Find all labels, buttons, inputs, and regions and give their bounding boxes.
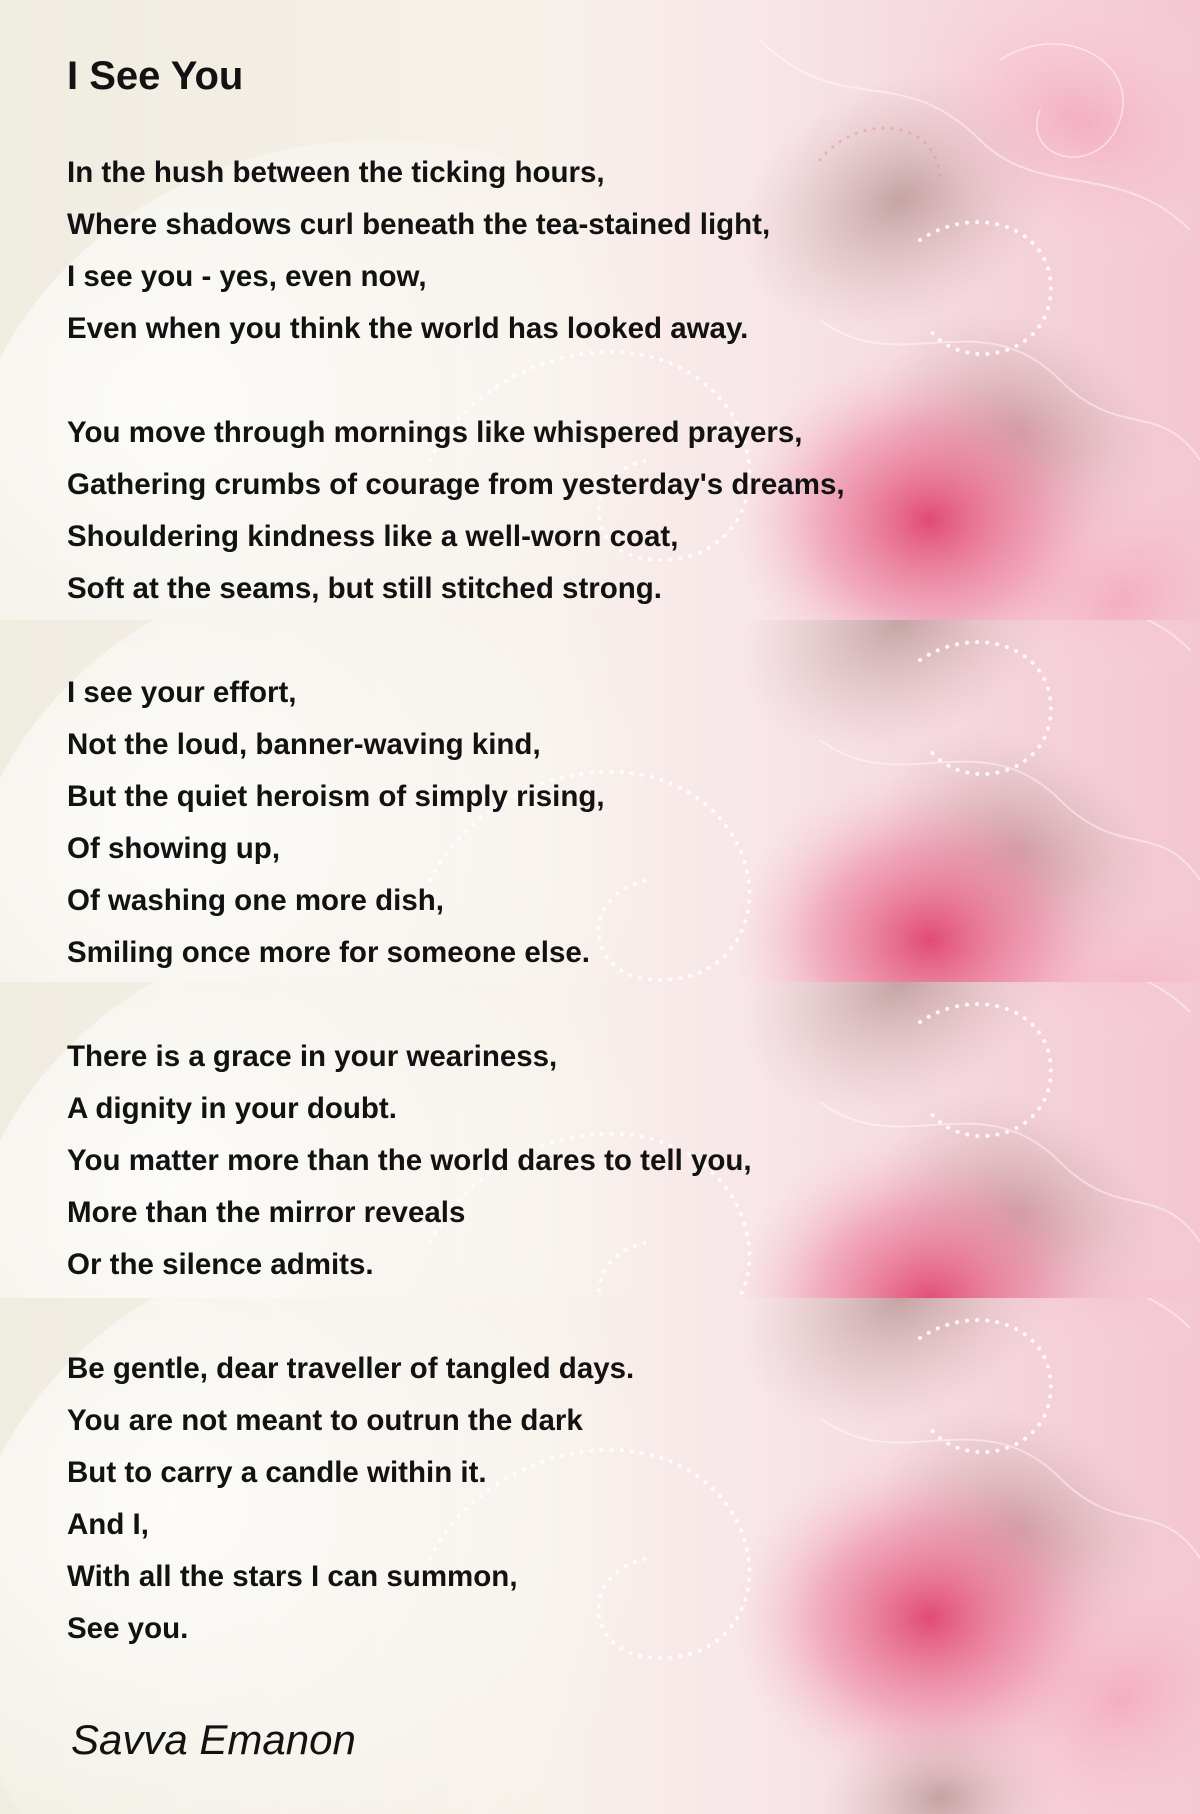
poem-line: With all the stars I can summon, [67,1560,518,1593]
poem-title: I See You [67,54,244,98]
poem-line: There is a grace in your weariness, [67,1040,558,1073]
poem-line: A dignity in your doubt. [67,1092,397,1125]
poem-author: Savva Emanon [71,1716,356,1763]
poem-line: Not the loud, banner-waving kind, [67,728,541,761]
poem-line: But to carry a candle within it. [67,1456,487,1489]
poem-line: Smiling once more for someone else. [67,936,590,969]
poem-line: Shouldering kindness like a well-worn coat, [67,520,679,553]
poem-line: More than the mirror reveals [67,1196,466,1229]
poem-line: I see you - yes, even now, [67,260,427,293]
poem-line: Even when you think the world has looked away. [67,312,749,345]
poem-line: You move through mornings like whispered prayers, [67,416,803,449]
poem-line: Of showing up, [67,832,281,865]
poem-line: Be gentle, dear traveller of tangled days. [67,1352,635,1385]
poem-line: You matter more than the world dares to tell you, [67,1144,752,1177]
poem-line: I see your effort, [67,676,297,709]
poem-line: And I, [67,1508,149,1541]
poem-line: Where shadows curl beneath the tea-stained light, [67,208,771,241]
poem-line: In the hush between the ticking hours, [67,156,605,189]
poem-line: Gathering crumbs of courage from yesterday's dreams, [67,468,845,501]
poem-line: Of washing one more dish, [67,884,444,917]
poem-line: Or the silence admits. [67,1248,374,1281]
poem-block [67,0,1167,1814]
poem-line: See you. [67,1612,189,1645]
poem-line: You are not meant to outrun the dark [67,1404,583,1437]
poem-line: Soft at the seams, but still stitched strong. [67,572,662,605]
poem-line: But the quiet heroism of simply rising, [67,780,605,813]
